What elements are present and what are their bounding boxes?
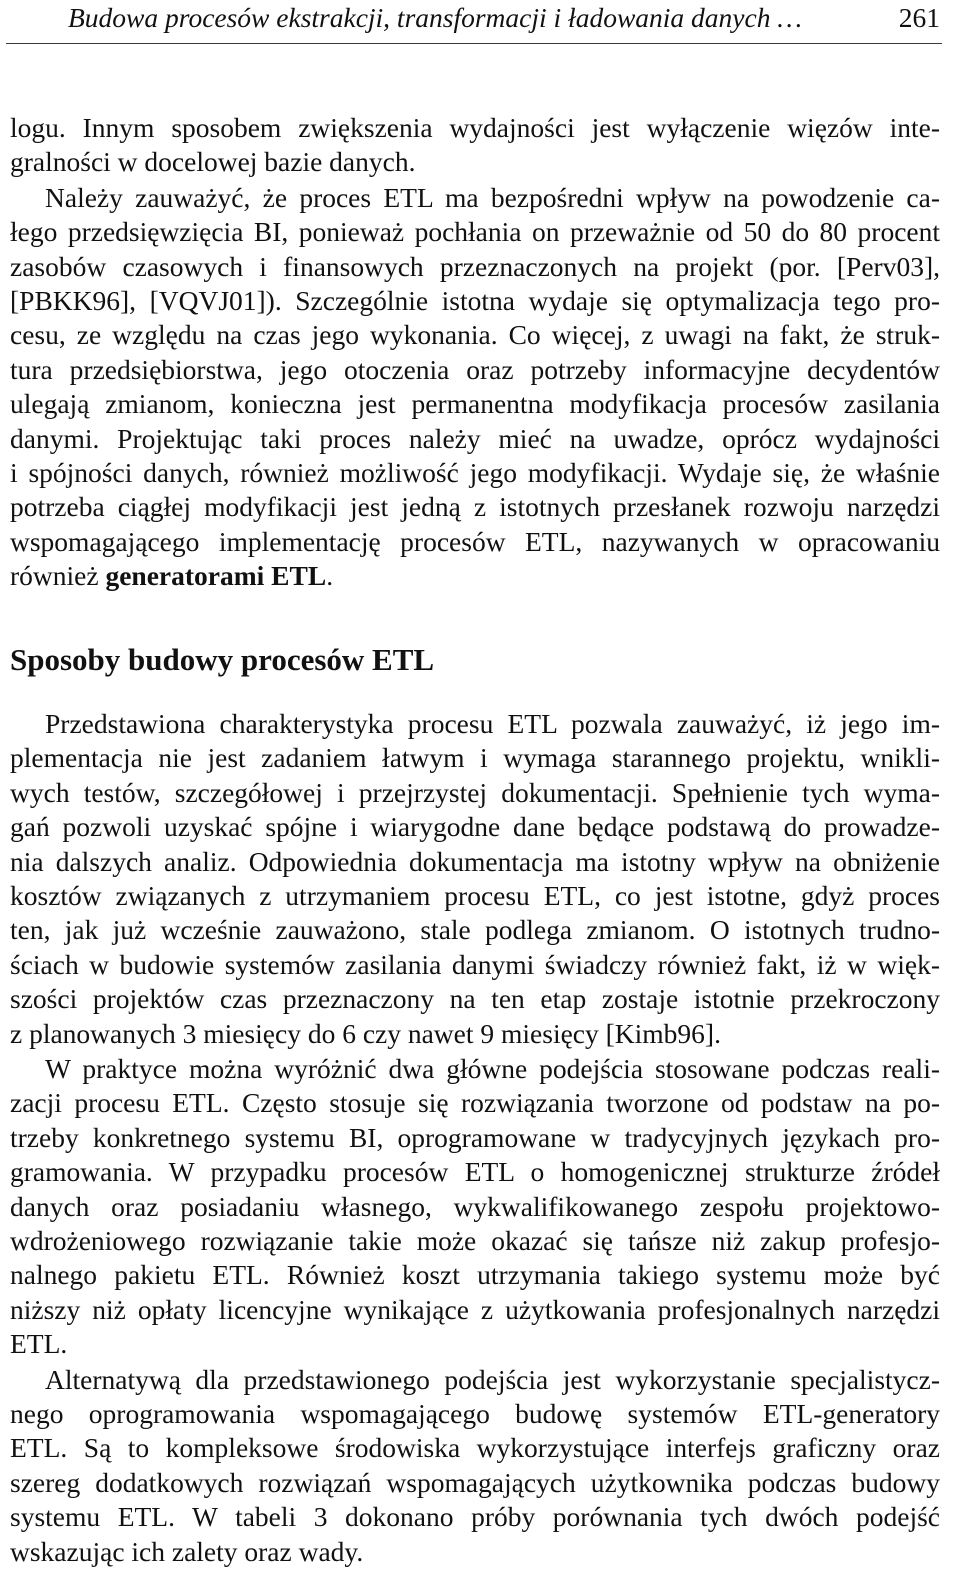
text-line: szości projektów czas przeznaczony na ten etap zostaje istotnie przekroczony	[10, 983, 940, 1015]
text-line: Należy zauważyć, że proces ETL ma bezpośredni wpływ na powodzenie ca-	[45, 181, 940, 213]
page-number: 261	[898, 2, 940, 33]
paragraph	[10, 1052, 940, 1362]
text-line: nalnego pakietu ETL. Również koszt utrzymania takiego systemu może być	[10, 1259, 940, 1291]
text-span: również	[10, 560, 106, 592]
text-line: plementacja nie jest zadaniem łatwym i wymaga starannego projektu, wnikli-	[10, 742, 940, 774]
paragraph	[10, 181, 940, 594]
text-line: trzeby konkretnego systemu BI, oprogramowane w tradycyjnych językach pro-	[10, 1121, 940, 1153]
text-line: zacji procesu ETL. Często stosuje się rozwiązania tworzone od podstaw na po-	[10, 1087, 940, 1119]
text-line: ściach w budowie systemów zasilania danymi świadczy również fakt, iż w więk-	[10, 948, 940, 980]
section-heading: Sposoby budowy procesów ETL	[10, 642, 435, 678]
running-header	[6, 0, 942, 44]
paragraph	[10, 111, 940, 180]
paragraph	[10, 1363, 940, 1569]
text-line: z planowanych 3 miesięcy do 6 czy nawet 9 miesięcy [Kimb96].	[10, 1017, 721, 1049]
text-line: szereg dodatkowych rozwiązań wspomagających użytkownika podczas budowy	[10, 1466, 940, 1498]
text-line: logu. Innym sposobem zwiększenia wydajności jest wyłączenie więzów inte-	[10, 112, 940, 143]
text-line: wspomagającego implementację procesów ETL, nazywanych w opracowaniu	[10, 525, 940, 557]
text-line: ulegają zmianom, konieczna jest permanentna modyfikacja procesów zasilania	[10, 388, 940, 420]
text-line: ETL. Są to kompleksowe środowiska wykorzystujące interfejs graficzny oraz	[10, 1432, 940, 1464]
text-line: niższy niż opłaty licencyjne wynikające z użytkowania profesjonalnych narzędzi	[10, 1293, 940, 1325]
text-line: wych testów, szczegółowej i przejrzystej dokumentacji. Spełnienie tych wyma-	[10, 776, 940, 808]
text-line: kosztów związanych z utrzymaniem procesu ETL, co jest istotne, gdyż proces	[10, 879, 940, 911]
text-line: ETL.	[10, 1328, 68, 1360]
text-line: systemu ETL. W tabeli 3 dokonano próby porównania tych dwóch podejść	[10, 1501, 940, 1533]
text-line: wskazując ich zalety oraz wady.	[10, 1535, 364, 1567]
emphasized-term: generatorami ETL	[105, 560, 327, 592]
text-line: ten, jak już wcześnie zauważono, stale podlega zmianom. O istotnych trudno-	[10, 914, 940, 946]
text-line: danych oraz posiadaniu własnego, wykwalifikowanego zespołu projektowo-	[10, 1190, 940, 1222]
text-line: gań pozwoli uzyskać spójne i wiarygodne dane będące podstawą do prowadze-	[10, 811, 940, 843]
text-line: nia dalszych analiz. Odpowiednia dokumentacja ma istotny wpływ na obniżenie	[10, 845, 940, 877]
text-span: .	[326, 560, 334, 592]
text-line: Alternatywą dla przedstawionego podejścia jest wykorzystanie specjalistycz-	[45, 1363, 940, 1395]
text-line	[10, 559, 940, 593]
text-line: Przedstawiona charakterystyka procesu ETL pozwala zauważyć, iż jego im-	[45, 707, 940, 739]
text-line: zasobów czasowych i finansowych przeznaczonych na projekt (por. [Perv03],	[10, 250, 940, 282]
text-line: gramowania. W przypadku procesów ETL o homogenicznej strukturze źródeł	[10, 1156, 940, 1188]
text-line: W praktyce można wyróżnić dwa główne podejścia stosowane podczas reali-	[45, 1052, 940, 1084]
text-line: potrzeba ciągłej modyfikacji jest jedną z istotnych przesłanek rozwoju narzędzi	[10, 491, 940, 523]
text-line: i spójności danych, również możliwość jego modyfikacji. Wydaje się, że właśnie	[10, 457, 940, 489]
text-line: gralności w docelowej bazie danych.	[10, 146, 416, 178]
text-line: [PBKK96], [VQVJ01]). Szczególnie istotna wydaje się optymalizacja tego pro-	[10, 285, 940, 317]
body-text	[10, 111, 940, 1569]
text-line: danymi. Projektując taki proces należy mieć na uwadze, oprócz wydajności	[10, 422, 940, 454]
paragraph	[10, 707, 940, 1051]
text-line: wdrożeniowego rozwiązanie takie może okazać się tańsze niż zakup profesjo-	[10, 1224, 940, 1256]
text-line: cesu, ze względu na czas jego wykonania. Co więcej, z uwagi na fakt, że struk-	[10, 319, 940, 351]
text-line: łego przedsięwzięcia BI, ponieważ pochłania on przeważnie od 50 do 80 procent	[10, 216, 940, 248]
text-line: tura przedsiębiorstwa, jego otoczenia oraz potrzeby informacyjne decydentów	[10, 353, 940, 385]
running-title: Budowa procesów ekstrakcji, transformacji i ładowania danych …	[68, 2, 802, 33]
text-line: nego oprogramowania wspomagającego budowę systemów ETL-generatory	[10, 1398, 940, 1429]
